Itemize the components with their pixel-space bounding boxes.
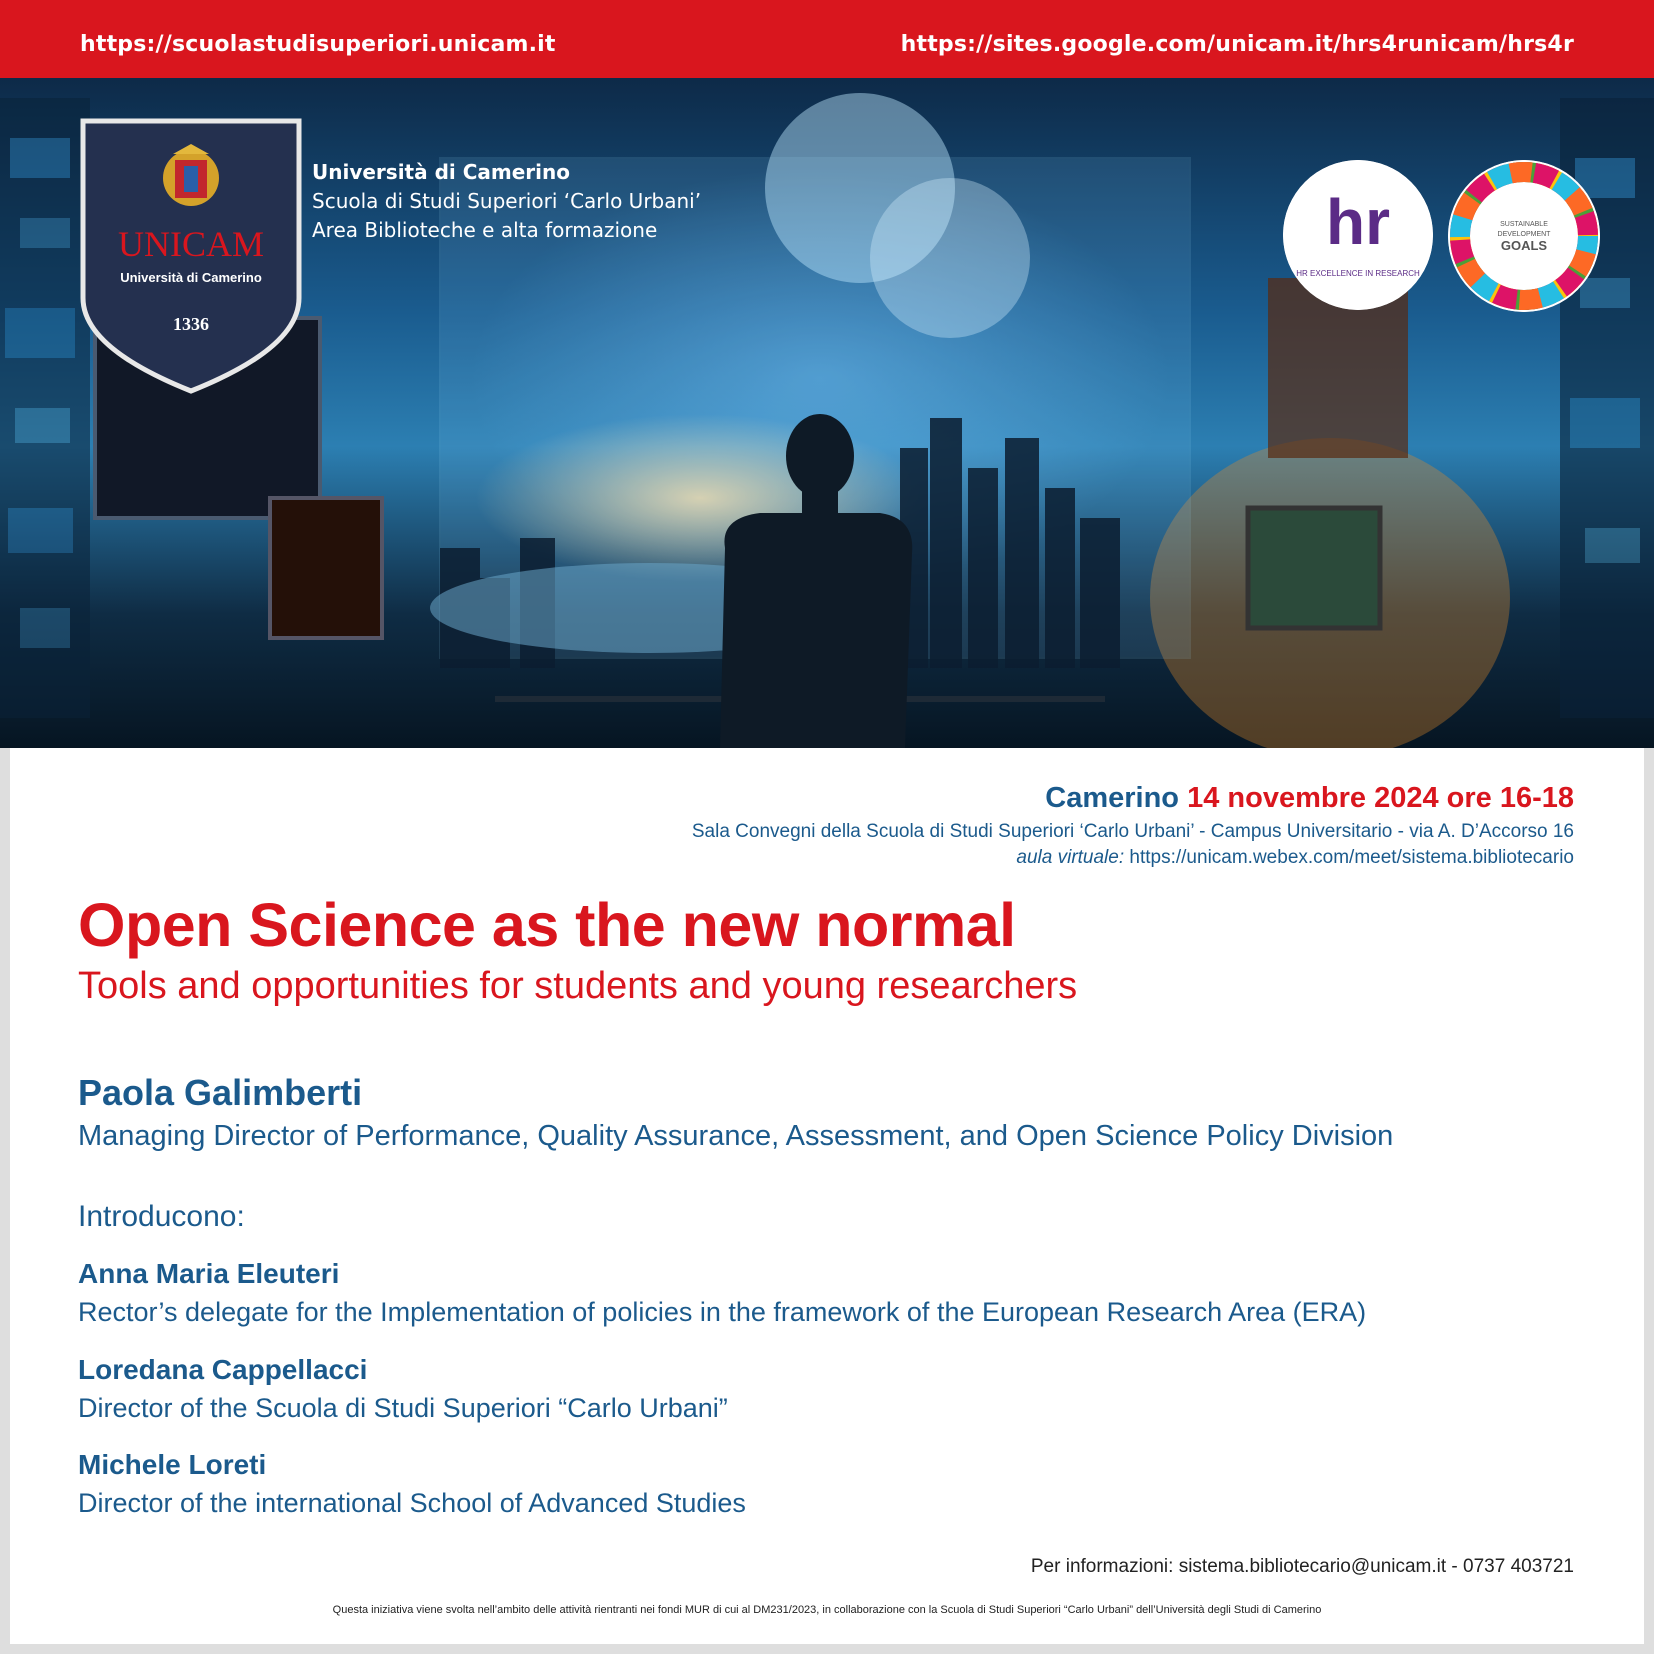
unicam-shield-logo bbox=[80, 118, 302, 394]
event-title: Open Science as the new normal bbox=[78, 891, 1016, 959]
virtual-room-link[interactable]: https://unicam.webex.com/meet/sistema.bibliotecario bbox=[1129, 847, 1574, 868]
virtual-room-label: aula virtuale: bbox=[1016, 847, 1125, 868]
contact-info: Per informazioni: sistema.bibliotecario@unicam.it - 0737 403721 bbox=[1030, 1556, 1574, 1577]
introducer-role: Rector’s delegate for the Implementation of policies in the framework of the European Research Area (ERA) bbox=[78, 1297, 1367, 1327]
sdg-wheel-badge bbox=[1448, 160, 1600, 312]
institution-area: Area Biblioteche e alta formazione bbox=[312, 218, 658, 242]
event-info bbox=[692, 782, 1574, 869]
event-when bbox=[692, 782, 1574, 815]
main-speaker-role: Managing Director of Performance, Quality Assurance, Assessment, and Open Science Policy Division bbox=[78, 1120, 1394, 1152]
hr-badge-label: HR EXCELLENCE IN RESEARCH bbox=[1296, 269, 1420, 278]
introducer-name: Michele Loreti bbox=[78, 1449, 267, 1480]
introducer-name: Anna Maria Eleuteri bbox=[78, 1258, 340, 1289]
event-place: Camerino bbox=[1045, 782, 1180, 814]
hrs4r-website-link[interactable]: https://sites.google.com/unicam.it/hrs4runicam/hrs4r bbox=[900, 32, 1574, 57]
hr-excellence-badge bbox=[1283, 160, 1433, 310]
unicam-wordmark: UNICAM bbox=[117, 224, 265, 264]
sdg-label-line1: SUSTAINABLE bbox=[1500, 221, 1548, 228]
main-speaker-name: Paola Galimberti bbox=[78, 1072, 363, 1113]
introducer-name: Loredana Cappellacci bbox=[78, 1354, 368, 1385]
introducer-role: Director of the Scuola di Studi Superiori “Carlo Urbani” bbox=[78, 1393, 728, 1423]
top-bar bbox=[0, 0, 1654, 78]
hr-logo-mark: hr bbox=[1326, 186, 1390, 258]
introducers-label: Introducono: bbox=[78, 1200, 245, 1233]
institution-university: Università di Camerino bbox=[312, 160, 570, 184]
institution-school: Scuola di Studi Superiori ‘Carlo Urbani’ bbox=[312, 189, 702, 213]
event-date-time: 14 novembre 2024 ore 16-18 bbox=[1187, 782, 1574, 814]
funding-footnote: Questa iniziativa viene svolta nell’ambito delle attività rientranti nei fondi MUR di cui al DM231/2023, in collaborazione con la Scuola di Studi Superiori “Carlo Urbani” dell’Università degli Studi di Camerino bbox=[332, 1604, 1322, 1616]
institution-block bbox=[312, 158, 701, 245]
event-virtual-room bbox=[692, 847, 1574, 869]
event-subtitle: Tools and opportunities for students and young researchers bbox=[78, 965, 1078, 1007]
introducer-role: Director of the international School of Advanced Studies bbox=[78, 1488, 746, 1518]
sdg-label-line2: DEVELOPMENT bbox=[1497, 231, 1551, 238]
hero-image bbox=[0, 78, 1654, 748]
event-venue: Sala Convegni della Scuola di Studi Superiori ‘Carlo Urbani’ - Campus Universitario - via A. D’Accorso 16 bbox=[691, 821, 1574, 842]
school-website-link[interactable]: https://scuolastudisuperiori.unicam.it bbox=[80, 32, 556, 57]
sdg-label-line3: GOALS bbox=[1500, 238, 1548, 253]
shield-university-name: Università di Camerino bbox=[120, 270, 262, 285]
founding-year: 1336 bbox=[173, 314, 209, 334]
